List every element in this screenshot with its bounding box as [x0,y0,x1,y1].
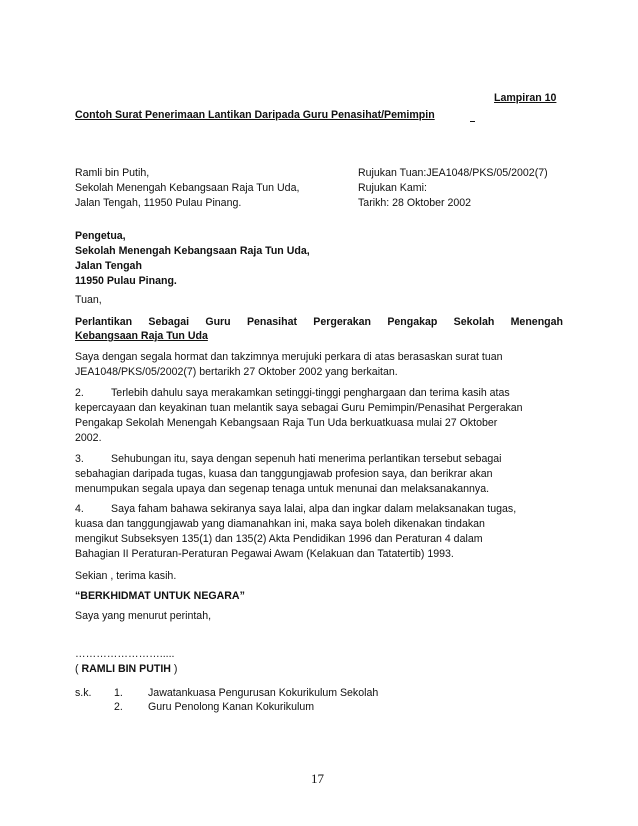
signatory [75,662,177,677]
signatory-open: ( [75,663,82,675]
sender-school: Sekolah Menengah Kebangsaan Raja Tun Uda, [75,182,300,194]
document-title: Contoh Surat Penerimaan Lantikan Daripada Guru Penasihat/Pemimpin [75,109,435,121]
your-reference: Rujukan Tuan:JEA1048/PKS/05/2002(7) [358,167,548,179]
cc-item-number: 1. [114,687,123,699]
para3-line: Sehubungan itu, saya dengan sepenuh hati menerima perlantikan tersebut sebagai [111,453,502,465]
subject-line-1: Perlantikan Sebagai Guru Penasihat Pergerakan Pengakap Sekolah Menengah [75,316,563,328]
closing-obedient: Saya yang menurut perintah, [75,610,212,622]
recipient-street: Jalan Tengah [75,260,142,272]
letter-date: Tarikh: 28 Oktober 2002 [358,197,472,209]
para1-line: Saya dengan segala hormat dan takzimnya merujuki perkara di atas berasaskan surat tuan [75,351,503,363]
para4-line: kuasa dan tanggungjawab yang diamanahkan ini, maka saya boleh dikenakan tindakan [75,518,485,530]
para2-line: Terlebih dahulu saya merakamkan setinggi-tinggi penghargaan dan terima kasih atas [111,387,510,399]
cc-item-text: Jawatankuasa Pengurusan Kokurikulum Sekolah [148,687,379,699]
sender-name: Ramli bin Putih, [75,167,150,179]
para2-line: Pengakap Sekolah Menengah Kebangsaan Raja Tun Uda berkuatkuasa mulai 27 Oktober [75,417,498,429]
recipient-postcode: 11950 Pulau Pinang. [75,275,177,287]
recipient-title: Pengetua, [75,230,126,242]
para1-line: JEA1048/PKS/05/2002(7) bertarikh 27 Oktober 2002 yang berkaitan. [75,366,398,378]
our-reference: Rujukan Kami: [358,182,427,194]
signatory-close: ) [170,663,178,675]
para4-line: Bahagian II Peraturan-Peraturan Pegawai Awam (Kelakuan dan Tatatertib) 1993. [75,548,454,560]
closing-motto: “BERKHIDMAT UNTUK NEGARA” [75,590,245,602]
subject-line-2: Kebangsaan Raja Tun Uda [75,330,208,342]
cc-item-text: Guru Penolong Kanan Kokurikulum [148,701,315,713]
sender-address: Jalan Tengah, 11950 Pulau Pinang. [75,197,242,209]
cc-item-number: 2. [114,701,123,713]
para4-number: 4. [75,503,84,515]
page-number: 17 [311,771,324,786]
para4-line: Saya faham bahawa sekiranya saya lalai, alpa dan ingkar dalam melaksanakan tugas, [111,503,517,515]
salutation: Tuan, [75,294,102,306]
closing-thanks: Sekian , terima kasih. [75,570,177,582]
para3-line: menumpukan segala upaya dan segenap tenaga untuk menunai dan melaksanakannya. [75,483,490,495]
para2-line: 2002. [75,432,102,444]
para3-line: sebahagian daripada tugas, kuasa dan tanggungjawab profesion saya, dan berikrar akan [75,468,493,480]
title-underline-tail [470,121,475,122]
para4-line: mengikut Subseksyen 135(1) dan 135(2) Akta Pendidikan 1996 dan Peraturan 4 dalam [75,533,483,545]
attachment-label: Lampiran 10 [494,92,557,104]
recipient-school: Sekolah Menengah Kebangsaan Raja Tun Uda, [75,245,310,257]
signature-line: ……………………..... [75,648,175,660]
para3-number: 3. [75,453,84,465]
para2-line: kepercayaan dan keyakinan tuan melantik saya sebagai Guru Pemimpin/Penasihat Pergerakan [75,402,523,414]
para2-number: 2. [75,387,84,399]
cc-label: s.k. [75,687,92,699]
signatory-name: RAMLI BIN PUTIH [81,663,171,675]
